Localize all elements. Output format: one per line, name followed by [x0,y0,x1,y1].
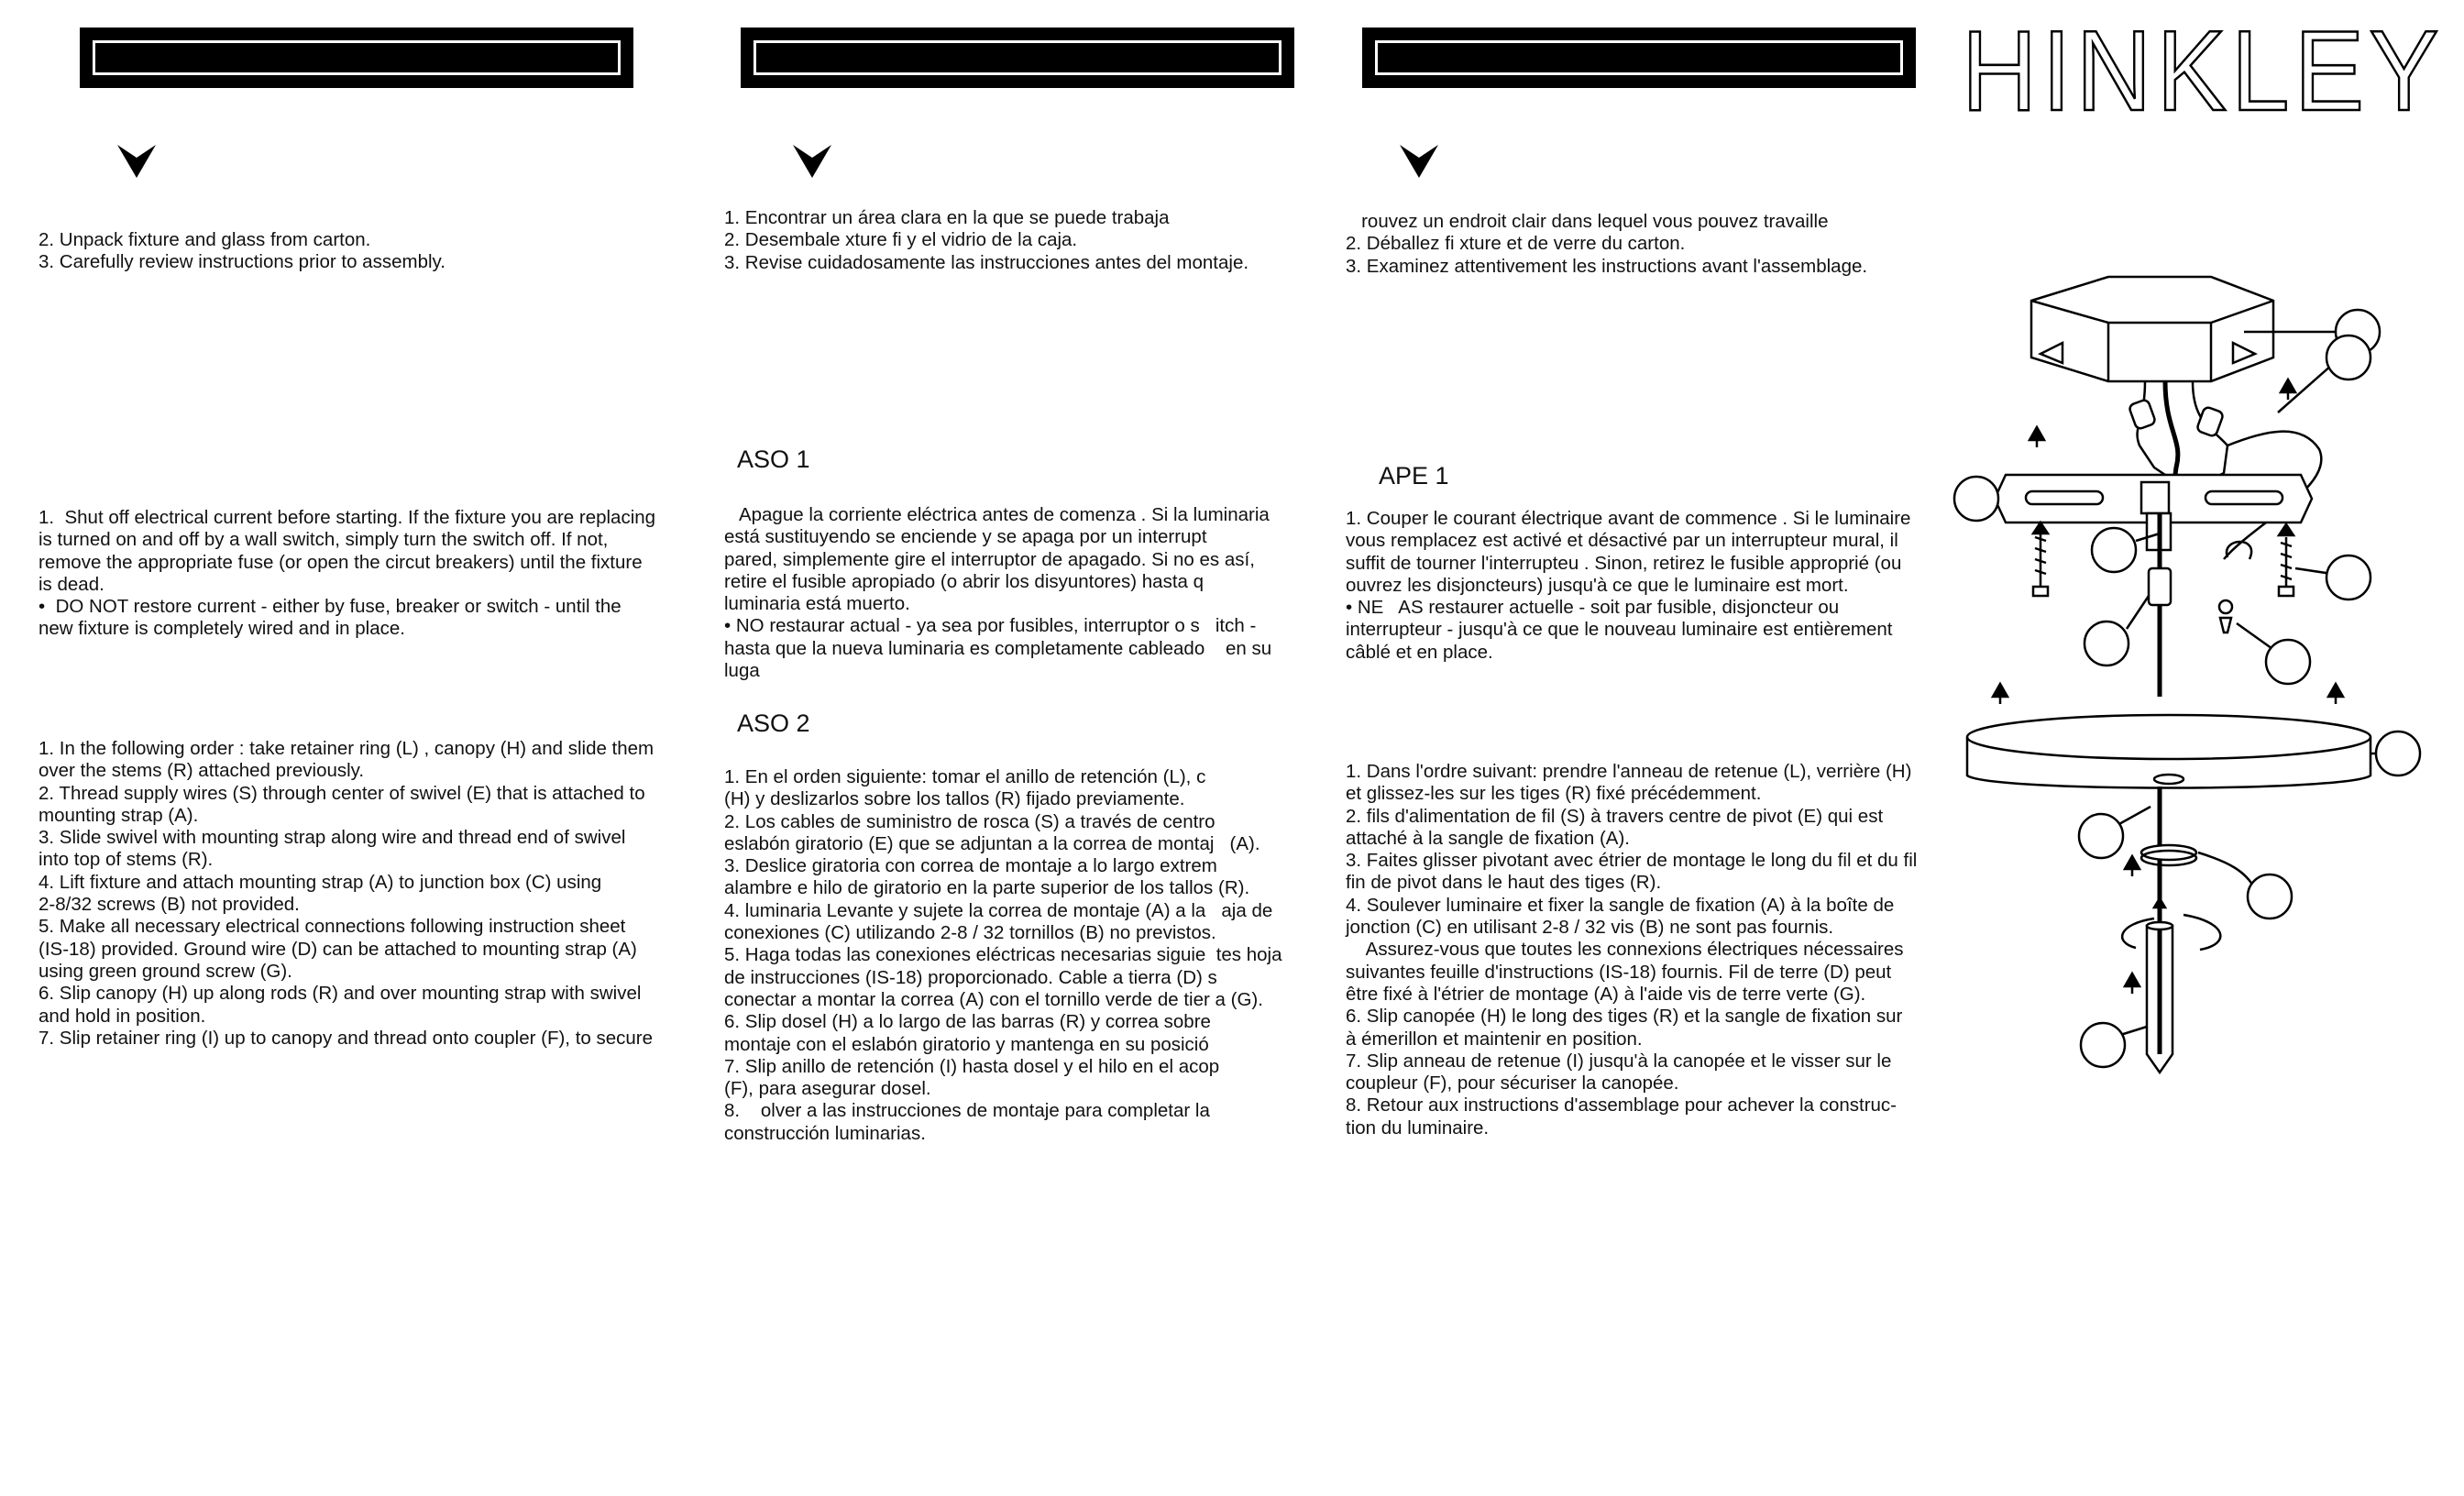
french-prep-line: 3. Examinez attentivement les instructions avant l'assemblage. [1346,255,1868,277]
spanish-step2-text [724,766,1282,1145]
spanish-step2-line: (F), para asegurar dosel. [724,1078,931,1100]
canopy-drawing [1967,715,2370,788]
spanish-step2-line: 3. Deslice giratoria con correa de montaje a lo largo extrem [724,855,1217,877]
english-step2-line: 2. Thread supply wires (S) through center of swivel (E) that is attached to [38,782,645,804]
spanish-step2-line: montaje con el eslabón giratorio y mantenga en su posició [724,1033,1209,1055]
spanish-step1-line: • NO restaurar actual - ya sea por fusibles, interruptor o s itch - [724,615,1257,637]
retainer-ring-drawing [2141,845,2196,865]
french-step2-line: et glissez-les sur les tiges (R) fixé précédemment. [1346,783,1762,805]
brand-name: HINKLEY [1962,20,2444,121]
spanish-step2-line: conexiones (C) utilizando 2-8 / 32 tornillos (B) no previstos. [724,922,1216,944]
spanish-step2-line: 7. Slip anillo de retención (I) hasta dosel y el hilo en el acop [724,1055,1220,1077]
english-step2-line: 3. Slide swivel with mounting strap along wire and thread end of swivel [38,827,626,849]
french-step1-line: suffit de tourner l'interrupteu . Sinon, retirez le fusible approprié (ou [1346,552,1902,574]
english-step2-line: 7. Slip retainer ring (I) up to canopy and thread onto coupler (F), to secure [38,1027,654,1049]
hinkley-logo [1962,20,2448,121]
french-step1-heading: APE 1 [1379,462,1449,490]
spanish-step2-line: 6. Slip dosel (H) a lo largo de las barras (R) y correa sobre [724,1011,1211,1033]
french-prep-line: rouvez un endroit clair dans lequel vous pouvez travaille [1346,211,1829,232]
english-step2-line: 1. In the following order : take retainer ring (L) , canopy (H) and slide them [38,738,654,759]
english-step2-text [38,738,654,1050]
spanish-step2-line: 5. Haga todas las conexiones eléctricas necesarias siguie tes hoja [724,944,1282,966]
french-prep-line: 2. Déballez fi xture et de verre du carton. [1346,233,1686,255]
spanish-step2-line: alambre e hilo de giratorio en la parte superior de los tallos (R). [724,877,1250,899]
french-step2-line: attaché à la sangle de fixation (A). [1346,827,1630,849]
spanish-prep-line: 1. Encontrar un área clara en la que se puede trabaja [724,207,1170,228]
english-step1-line: is turned on and off by a wall switch, simply turn the switch off. If not, [38,529,609,551]
french-step2-line: être fixé à l'étrier de montage (A) à l'aide vis de terre verte (G). [1346,983,1866,1005]
chevron-down-icon [1398,141,1440,182]
french-step2-line: 3. Faites glisser pivotant avec étrier de montage le long du fil et du fil [1346,850,1918,872]
english-header-banner [80,28,633,88]
callout-wires [2326,336,2370,380]
french-header-banner [1362,28,1916,88]
spanish-step1-line: pared, simplemente gire el interruptor de apagado. Si no es así, [724,548,1255,570]
callout-mounting-strap [1954,477,1998,521]
french-step1-line: 1. Couper le courant électrique avant de commence . Si le luminaire [1346,508,1911,529]
spanish-step1-line: hasta que la nueva luminaria es completamente cableado en su [724,637,1272,659]
english-step2-line: 6. Slip canopy (H) up along rods (R) and over mounting strap with swivel [38,983,642,1005]
spanish-step2-heading: ASO 2 [737,710,810,737]
chevron-down-icon [116,141,158,182]
french-step2-line: jonction (C) en utilisant 2-8 / 32 vis (B) ne sont pas fournis. [1346,917,1834,939]
spanish-prep-line: 3. Revise cuidadosamente las instrucciones antes del montaje. [724,251,1249,273]
callout-swivel [2092,528,2136,572]
french-step1-line: câblé et en place. [1346,641,1493,663]
english-step2-line: over the stems (R) attached previously. [38,760,365,782]
spanish-step2-line: conectar a montar la correa (A) con el tornillo verde de tier a (G). [724,988,1263,1010]
junction-box-drawing [2031,277,2273,381]
english-step1-line: is dead. [38,573,104,595]
spanish-step2-line: 2. Los cables de suministro de rosca (S) a través de centro [724,810,1216,832]
english-step2-line: 5. Make all necessary electrical connections following instruction sheet [38,916,626,938]
french-step2-line: 8. Retour aux instructions d'assemblage pour achever la construc- [1346,1094,1897,1116]
english-step2-line: using green ground screw (G). [38,960,292,982]
french-step1-text [1346,508,1910,664]
french-step1-line: vous remplacez est activé et désactivé par un interrupteur mural, il [1346,530,1898,552]
english-step2-line: (IS-18) provided. Ground wire (D) can be attached to mounting strap (A) [38,938,637,960]
spanish-step1-line: está sustituyendo se enciende y se apaga por un interrupt [724,526,1207,548]
spanish-step2-line: eslabón giratorio (E) que se adjuntan a la correa de montaj (A). [724,832,1260,854]
stem-rod-drawing [2147,922,2172,1072]
french-step2-text [1346,761,1917,1139]
english-step1-text [38,507,655,641]
english-step1-line: 1. Shut off electrical current before starting. If the fixture you are replacing [38,507,656,528]
spanish-step1-line: luminaria está muerto. [724,593,910,615]
screw-left-drawing [2033,522,2048,596]
english-prep-line: 2. Unpack fixture and glass from carton. [38,229,371,250]
spanish-step1-line: Apague la corriente eléctrica antes de comenza . Si la luminaria [724,504,1270,525]
french-step2-line: 1. Dans l'ordre suivant: prendre l'anneau de retenue (L), verrière (H) [1346,761,1912,782]
callout-ground-screw [2266,640,2310,684]
english-step1-line: new fixture is completely wired and in place. [38,618,405,640]
screw-right-drawing [2279,524,2294,596]
chevron-down-icon [791,141,833,182]
english-step2-line: 4. Lift fixture and attach mounting strap (A) to junction box (C) using [38,871,602,893]
spanish-step1-line: retire el fusible apropiado (o abrir los disyuntores) hasta q [724,570,1204,592]
french-step2-line: coupleur (F), pour sécuriser la canopée. [1346,1072,1679,1094]
french-step2-line: fin de pivot dans le haut des tiges (R). [1346,872,1662,894]
french-step1-line: ouvrez les disjoncteurs) jusqu'à ce que le luminaire est mort. [1346,574,1849,596]
callout-wire-below [2079,814,2123,858]
french-step2-line: suivantes feuille d'instructions (IS-18) fournis. Fil de terre (D) peut [1346,961,1892,983]
english-step2-line: and hold in position. [38,1005,206,1027]
spanish-step2-line: 1. En el orden siguiente: tomar el anillo de retención (L), c [724,766,1206,787]
spanish-step2-line: 8. olver a las instrucciones de montaje para completar la [724,1100,1210,1122]
french-step2-line: 2. fils d'alimentation de fil (S) à travers centre de pivot (E) qui est [1346,805,1884,827]
callout-stem [2081,1023,2125,1067]
english-prep-line: 3. Carefully review instructions prior to assembly. [38,251,446,273]
french-step1-line: • NE AS restaurer actuelle - soit par fusible, disjoncteur ou [1346,597,1840,619]
english-step2-line: mounting strap (A). [38,804,199,826]
callout-coupler [2084,622,2128,666]
english-step1-line: • DO NOT restore current - either by fuse, breaker or switch - until the [38,596,622,618]
french-step2-line: 4. Soulever luminaire et fixer la sangle de fixation (A) à la boîte de [1346,894,1895,916]
assembly-diagram [1952,266,2448,1091]
callout-screws [2326,556,2370,600]
spanish-step2-line: 4. luminaria Levante y sujete la correa de montaje (A) a la aja de [724,899,1273,921]
spanish-step2-line: (H) y deslizarlos sobre los tallos (R) fijado previamente. [724,788,1185,810]
english-step2-line: into top of stems (R). [38,849,214,871]
spanish-prep-line: 2. Desembale xture fi y el vidrio de la caja. [724,229,1078,251]
english-step1-line: remove the appropriate fuse (or open the circut breakers) until the fixture [38,551,643,573]
french-step1-line: interrupteur - jusqu'à ce que le nouveau luminaire est entièrement [1346,619,1893,641]
spanish-step1-line: luga [724,660,760,682]
spanish-step2-line: construcción luminarias. [724,1122,926,1144]
french-step2-line: 6. Slip canopée (H) le long des tiges (R) et la sangle de fixation sur [1346,1006,1903,1028]
french-prep-list [1346,211,1867,278]
english-prep-list [38,229,446,274]
spanish-step2-line: de instrucciones (IS-18) proporcionado. Cable a tierra (D) s [724,966,1217,988]
french-step2-line: Assurez-vous que toutes les connexions électriques nécessaires [1346,939,1904,961]
spanish-step1-text [724,504,1271,682]
spanish-header-banner [741,28,1294,88]
callout-canopy [2376,732,2420,776]
english-step2-line: 2-8/32 screws (B) not provided. [38,894,300,916]
french-step2-line: 7. Slip anneau de retenue (I) jusqu'à la canopée et le visser sur le [1346,1050,1892,1072]
spanish-step1-heading: ASO 1 [737,446,810,473]
spanish-prep-list [724,207,1248,274]
callout-retainer-ring [2248,874,2292,918]
french-step2-line: à émerillon et maintenir en position. [1346,1028,1643,1050]
french-step2-line: tion du luminaire. [1346,1116,1490,1138]
